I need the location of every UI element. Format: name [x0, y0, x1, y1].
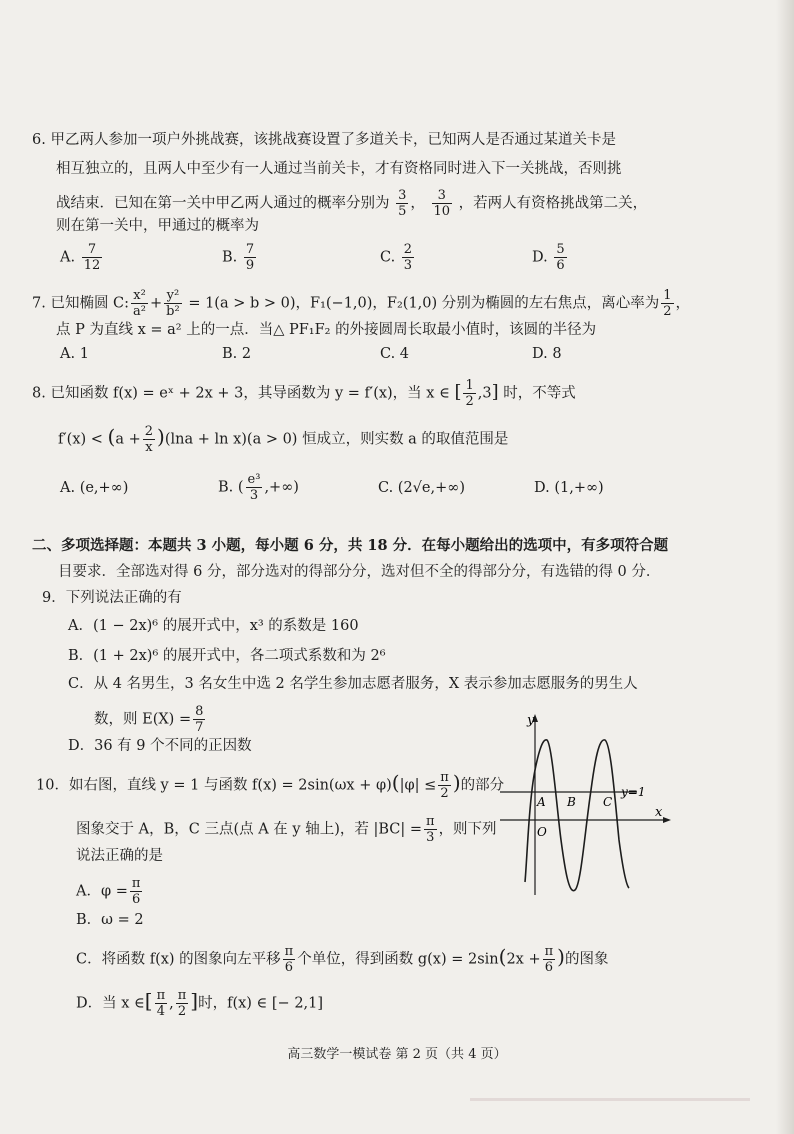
- q7-line2: 点 P 为直线 x = a² 上的一点．当△ PF₁F₂ 的外接圆周长取最小值时，该圆的半径为: [56, 322, 597, 338]
- q8-option-a: A. (e,+∞): [60, 480, 129, 496]
- q6-line3: 战结束．已知在第一关中甲乙两人通过的概率分别为 $\frac{3}{5}$ ， $\frac{3}{10}$ ，若两人有资格挑战第二关，: [56, 188, 648, 219]
- q10-option-b: B．ω = 2: [76, 912, 144, 928]
- q7-option-b: B. 2: [222, 346, 252, 362]
- q10-line2: 图象交于 A，B，C 三点(点 A 在 y 轴上)，若 |BC| = $\frac{\pi}{3}$ ，则下列: [76, 814, 497, 845]
- q9-option-d: D．36 有 9 个不同的正因数: [68, 738, 252, 754]
- q8-option-c: C. (2√e,+∞): [378, 480, 465, 496]
- q7-line1: 7. 已知椭圆 C: $\frac{\text{x²}}{\text{a²}}$ + $\frac{\text{y²}}{\text{b²}}$ = 1(a > b > 0)，F₁(−1,0)，F₂(1,0) 分别为椭圆的左右焦点，离心率为 $\frac{1}{2}$ ，: [32, 288, 691, 319]
- q6-line3-tail: ，若两人有资格挑战第二关，: [458, 195, 648, 212]
- q6-line4: 则在第一关中，甲通过的概率为: [56, 218, 259, 234]
- q9-option-a: A．(1 − 2x)⁶ 的展开式中，x³ 的系数是 160: [68, 618, 359, 634]
- q8-inequality-tail: (lna + ln x)(a > 0) 恒成立，则实数 a 的取值范围是: [164, 431, 509, 448]
- q9-option-c-line1: C．从 4 名男生，3 名女生中选 2 名学生参加志愿者服务，X 表示参加志愿服务的男生人: [68, 676, 638, 692]
- q10-option-d: D．当 x ∈[ $\frac{\pi}{4}$ , $\frac{\pi}{2}$ ]时，f(x) ∈ [− 2,1]: [76, 988, 324, 1019]
- graph-point-c: C: [603, 795, 613, 809]
- q10-option-a: A．φ = $\frac{\pi}{6}$: [76, 876, 141, 907]
- q6-option-d: D. $\frac{5}{6}$: [532, 242, 565, 273]
- section2-header-line2: 目要求．全部选对得 6 分，部分选对的得部分分，选对但不全的得部分分，有选错的得 0 分．: [58, 564, 661, 580]
- q7-option-d: D. 8: [532, 346, 562, 362]
- q10-line1: 10．如右图，直线 y = 1 与函数 f(x) = 2sin(ωx + φ)(|φ| ≤ $\frac{\pi}{2}$ )的部分: [36, 770, 505, 801]
- q6-option-b: B. $\frac{7}{9}$: [222, 242, 255, 273]
- graph-point-a: A: [537, 795, 546, 809]
- x-axis-arrow: [663, 817, 671, 823]
- q7-line1-tail: = 1(a > b > 0)，F₁(−1,0)，F₂(1,0) 分别为椭圆的左右焦点，离心率为: [183, 295, 660, 312]
- q9-title: 9．下列说法正确的有: [42, 590, 182, 606]
- q9-option-b: B．(1 + 2x)⁶ 的展开式中，各二项式系数和为 2⁶: [68, 648, 386, 664]
- q8-line1: 8. 已知函数 f(x) = eˣ + 2x + 3，其导函数为 y = f′(x)，当 x ∈ [ $\frac{1}{2}$ ,3] 时，不等式: [32, 378, 576, 409]
- q8-option-b: B. ( $\frac{\text{e³}}{3}$ ,+∞): [218, 472, 299, 503]
- q8-line1-head: 8. 已知函数 f(x) = eˣ + 2x + 3，其导函数为 y = f′(x)，当 x ∈: [32, 385, 450, 402]
- sine-curve: [525, 740, 629, 891]
- q10-line1-head: 10．如右图，直线 y = 1 与函数 f(x) = 2sin(ωx + φ): [36, 777, 392, 794]
- scan-streak: [470, 1098, 750, 1101]
- q6-line2: 相互独立的，且两人中至少有一人通过当前关卡，才有资格同时进入下一关挑战，否则挑: [56, 161, 622, 177]
- q9-option-c-line2: 数，则 E(X) = $\frac{8}{7}$: [94, 704, 204, 735]
- q10-line2-tail: ，则下列: [438, 821, 497, 838]
- q8-inequality-head: f′(x) <: [58, 431, 103, 448]
- section2-header-line1: 二、多项选择题：本题共 3 小题，每小题 6 分，共 18 分．在每小题给出的选项中，有多项符合题: [32, 537, 669, 554]
- q6-line3-text: 战结束．已知在第一关中甲乙两人通过的概率分别为: [56, 195, 390, 212]
- sine-graph: [495, 710, 675, 900]
- page-footer: 高三数学一模试卷 第 2 页（共 4 页）: [287, 1047, 507, 1062]
- q10-line3: 说法正确的是: [76, 848, 163, 864]
- graph-x-label: x: [655, 805, 663, 820]
- graph-point-b: B: [567, 795, 576, 809]
- q10-option-c: C．将函数 f(x) 的图象向左平移 $\frac{\pi}{6}$ 个单位，得到函数 g(x) = 2sin(2x + $\frac{\pi}{6}$ )的图象: [76, 944, 609, 975]
- q10-line1-tail: 的部分: [460, 777, 505, 794]
- graph-line-label: y=1: [621, 785, 646, 799]
- q8-line2: f′(x) < (a + $\frac{2}{x}$ )(lna + ln x)(a > 0) 恒成立，则实数 a 的取值范围是: [58, 424, 509, 455]
- q6-option-c: C. $\frac{2}{3}$: [380, 242, 413, 273]
- q7-option-c: C. 4: [380, 346, 410, 362]
- graph-origin-label: O: [537, 825, 547, 839]
- q6-prob-yi: $\frac{3}{10}$: [433, 188, 451, 219]
- q7-line1-head: 7. 已知椭圆 C:: [32, 295, 130, 312]
- scan-edge-shadow: [776, 0, 794, 1134]
- q6-option-a: A. $\frac{7}{12}$: [60, 242, 101, 273]
- q6-prob-jia: $\frac{3}{5}$: [398, 188, 407, 219]
- q7-option-a: A. 1: [60, 346, 89, 362]
- q6-line1: 6. 甲乙两人参加一项户外挑战赛，该挑战赛设置了多道关卡，已知两人是否通过某道关卡是: [32, 132, 616, 148]
- graph-y-label: y: [527, 713, 535, 728]
- q10-line2-head: 图象交于 A，B，C 三点(点 A 在 y 轴上)，若 |BC| =: [76, 821, 423, 838]
- q8-option-d: D. (1,+∞): [534, 480, 604, 496]
- q8-line1-tail: 时，不等式: [503, 385, 576, 402]
